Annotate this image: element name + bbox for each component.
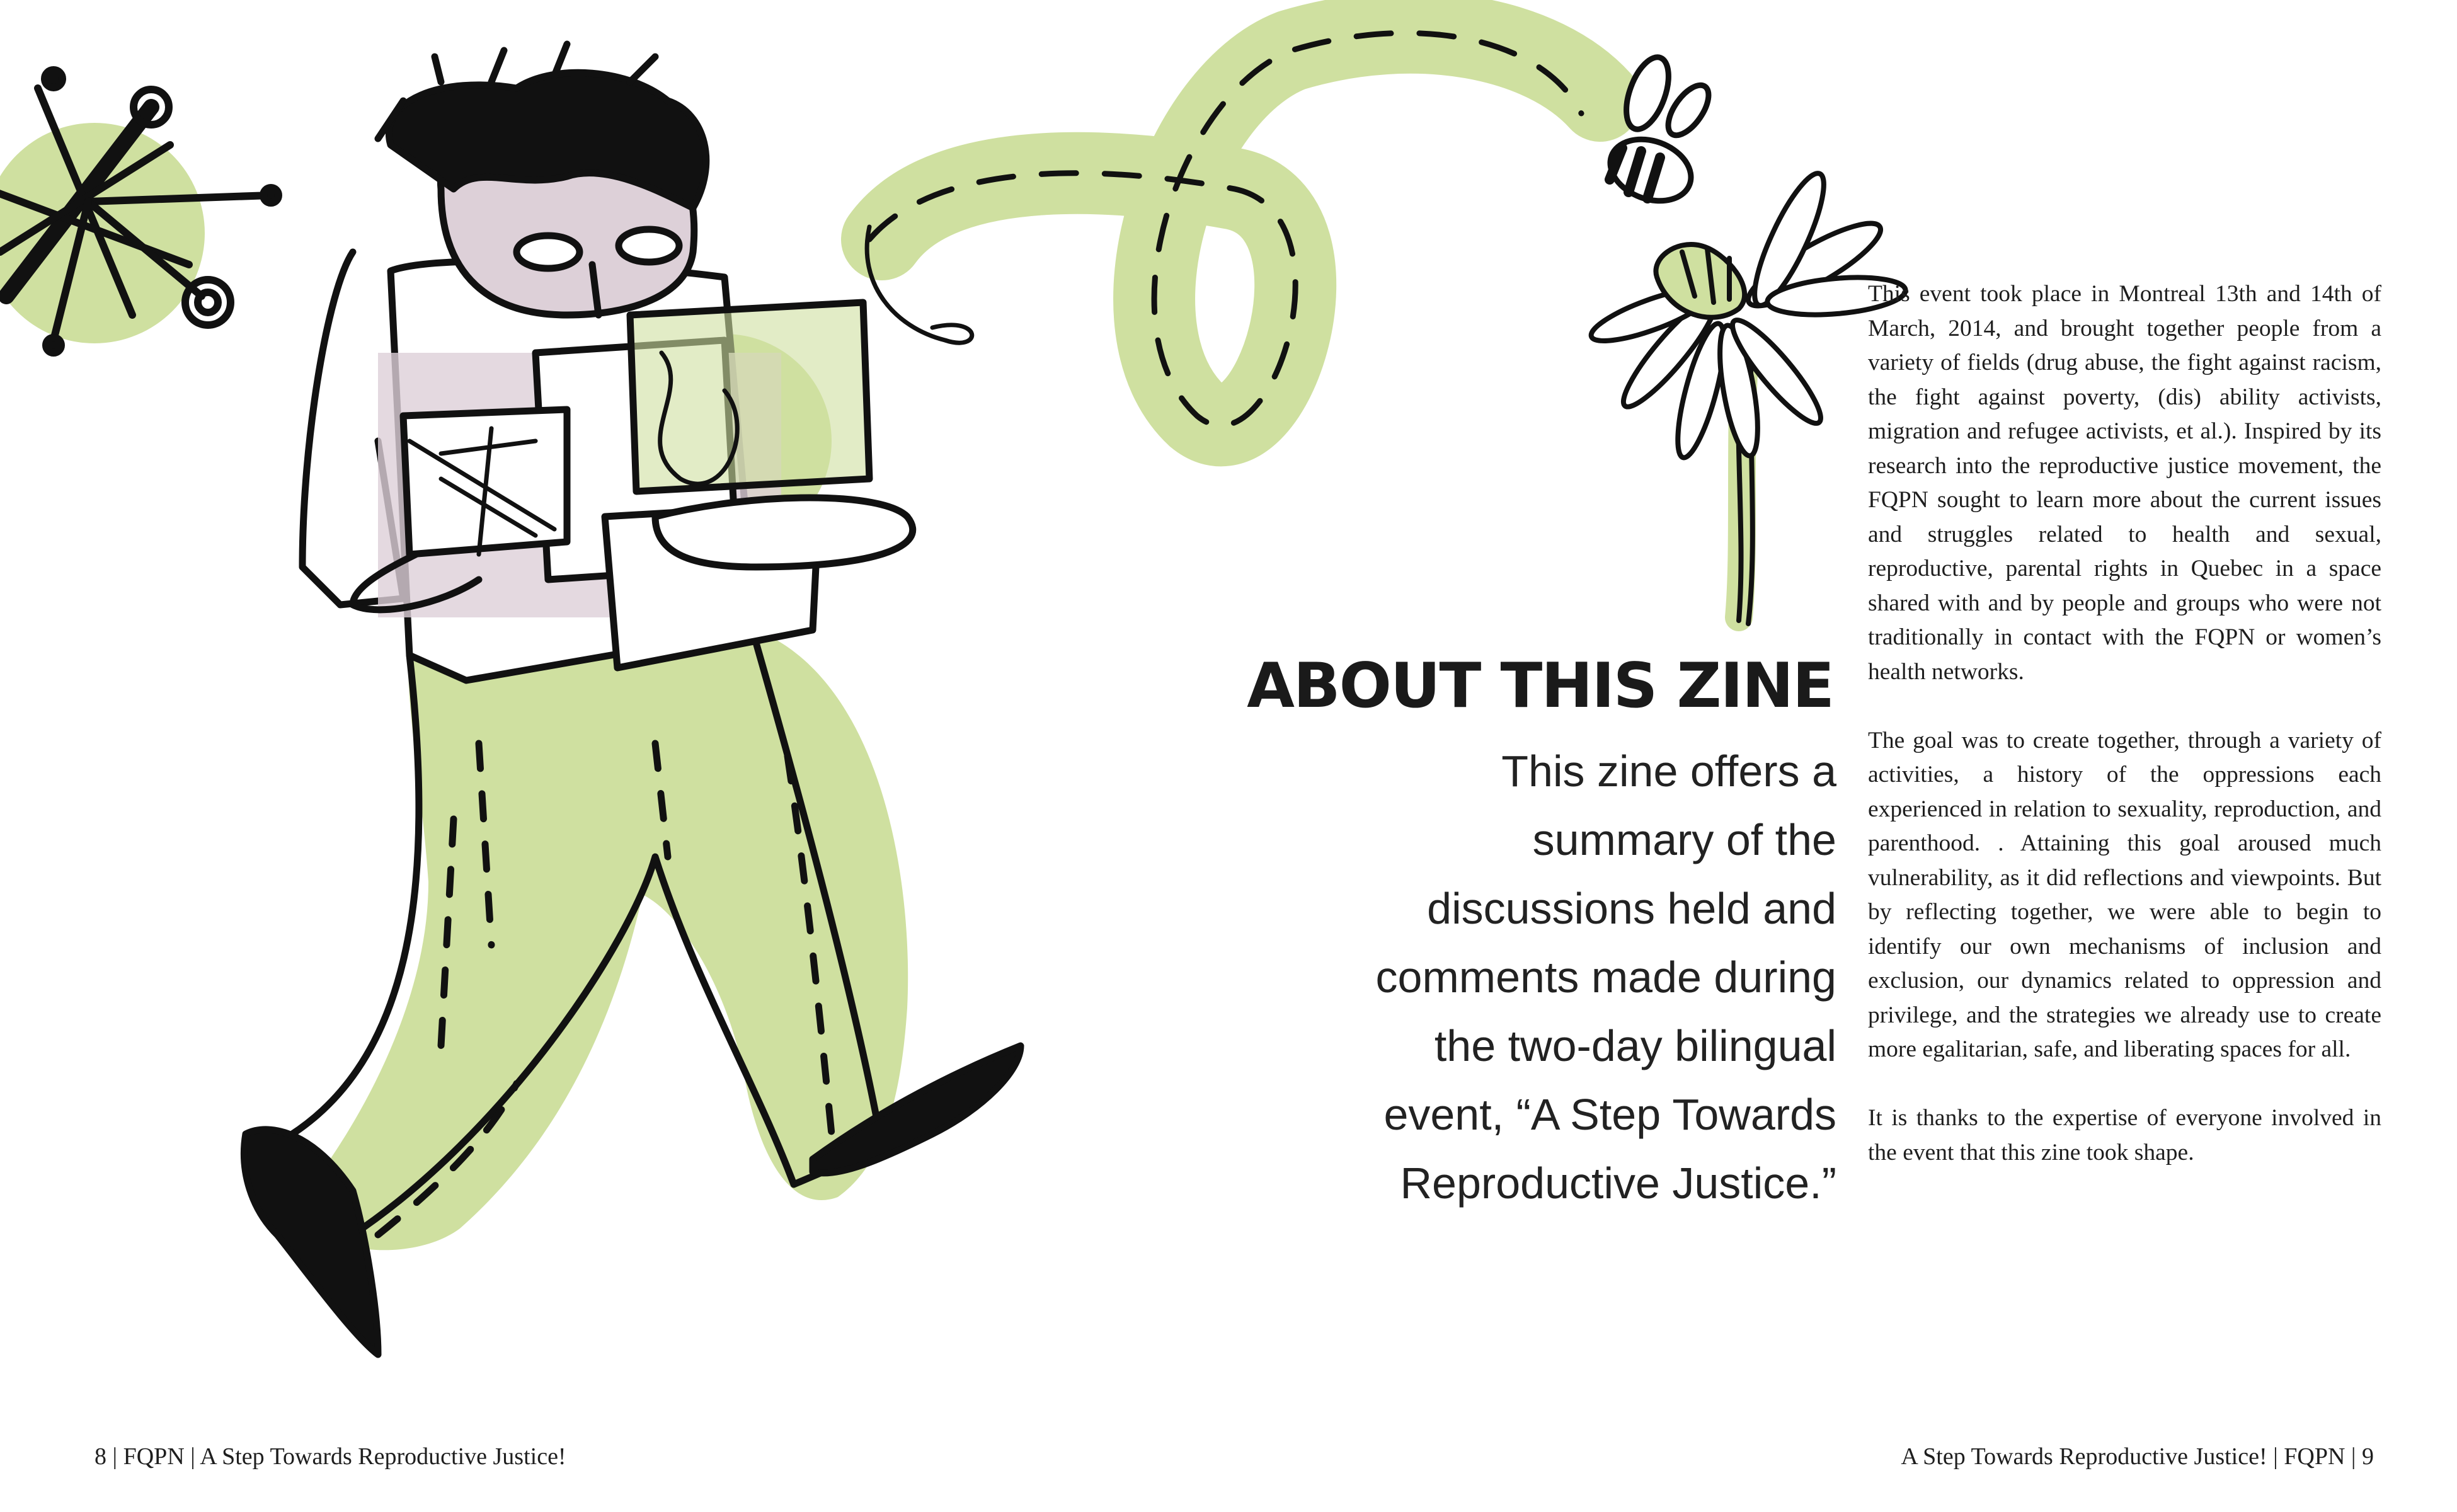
asterisk-doodle-icon — [0, 70, 278, 353]
lead-line: comments made during — [1375, 953, 1836, 1002]
body-paragraph: This event took place in Montreal 13th and 14th of March, 2014, and brought together people from a variety of fields (drug abuse, the fight against racism, the fight against poverty, (dis) ability activists, migration and refugee activists, et al.). Inspired by its research into the reproductive justice movement, the FQPN sought to learn more about the current issues and struggles related to health and sexual, reproductive, parental rights in Quebec in a space shared with and by people and groups who were not traditionally in contact with the FQPN or women’s health networks. — [1868, 281, 2381, 685]
lead-text — [1307, 737, 1836, 1218]
footer-left: 8 | FQPN | A Step Towards Reproductive Justice! — [94, 1443, 566, 1470]
lead-line: summary of the — [1532, 815, 1836, 864]
daisy-flower-icon — [1586, 166, 1907, 624]
lead-line: the two-day bilingual — [1434, 1021, 1836, 1070]
lead-line: event, “A Step Towards — [1383, 1090, 1836, 1139]
lead-line: discussions held and — [1427, 884, 1836, 933]
body-paragraph: It is thanks to the expertise of everyone involved in the event that this zine took shape. — [1868, 1105, 2381, 1166]
footer-right: A Step Towards Reproductive Justice! | FQPN | 9 — [1901, 1443, 2374, 1470]
body-text-column — [1868, 277, 2381, 1205]
dashed-flight-path — [869, 33, 1600, 426]
page-heading: ABOUT THIS ZINE — [1247, 650, 1833, 722]
body-paragraph: The goal was to create together, through a variety of activities, a history of the oppressions each experienced in relation to sexuality, reproduction, and parenthood. . Attaining this goal aroused much vulnerability, as it did reflections and viewpoints. But by reflecting together, we were able to begin to identify our own mechanisms of inclusion and exclusion, our dynamics related to oppression and privilege, and the strategies we already use to create more egalitarian, safe, and liberating spaces for all. — [1868, 727, 2381, 1062]
lead-line: This zine offers a — [1501, 747, 1836, 796]
lead-line: Reproductive Justice.” — [1400, 1159, 1836, 1208]
